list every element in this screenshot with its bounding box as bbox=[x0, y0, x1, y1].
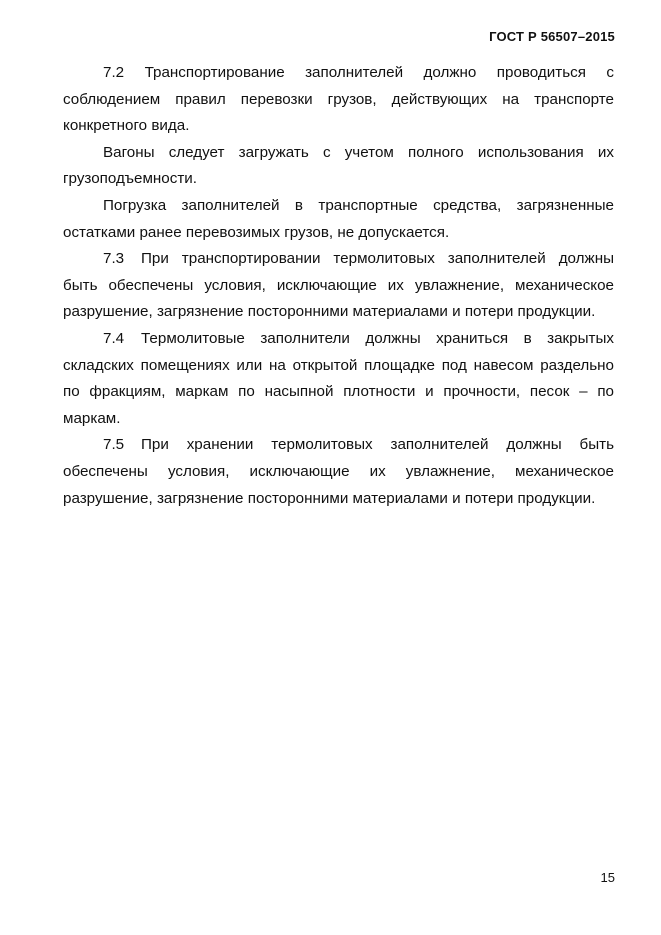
paragraph-text: Транспортирование заполнителей должно проводиться с соблюдением правил перевозки грузов, действующих на транспорте конкретного вида. bbox=[63, 64, 614, 135]
paragraph-text: При хранении термолитовых заполнителей должны быть обеспечены условия, исключающие их увлажнение, механическое разрушение, загрязнение посторонними материалами и потери продукции. bbox=[63, 436, 614, 507]
paragraph-7-3 bbox=[63, 246, 614, 326]
paragraph-loading bbox=[63, 193, 614, 246]
paragraph-number: 7.2 bbox=[103, 64, 125, 81]
paragraph-number: 7.5 bbox=[103, 436, 125, 454]
paragraph-7-2 bbox=[63, 60, 614, 140]
paragraph-7-4 bbox=[63, 326, 614, 432]
paragraph-number: 7.4 bbox=[103, 329, 125, 347]
page-number: 15 bbox=[600, 870, 615, 885]
paragraph-number: 7.3 bbox=[103, 250, 125, 268]
document-code-header: ГОСТ Р 56507–2015 bbox=[489, 29, 615, 44]
paragraph-wagons bbox=[63, 140, 614, 193]
paragraph-text: Термолитовые заполнители должны храниться в закрытых складских помещениях или на открытой площадке под навесом раздельно по фракциям, маркам по насыпной плотности и прочности, песок – по маркам. bbox=[63, 329, 614, 427]
paragraph-text: При транспортировании термолитовых заполнителей должны быть обеспечены условия, исключающие их увлажнение, механическое разрушение, загрязнение посторонними материалами и потери продукции. bbox=[63, 250, 614, 321]
paragraph-text: Вагоны следует загружать с учетом полного использования их грузоподъемности. bbox=[63, 143, 614, 188]
document-body bbox=[63, 60, 614, 512]
paragraph-text: Погрузка заполнителей в транспортные средства, загрязненные остатками ранее перевозимых грузов, не допускается. bbox=[63, 196, 614, 241]
paragraph-7-5 bbox=[63, 432, 614, 512]
